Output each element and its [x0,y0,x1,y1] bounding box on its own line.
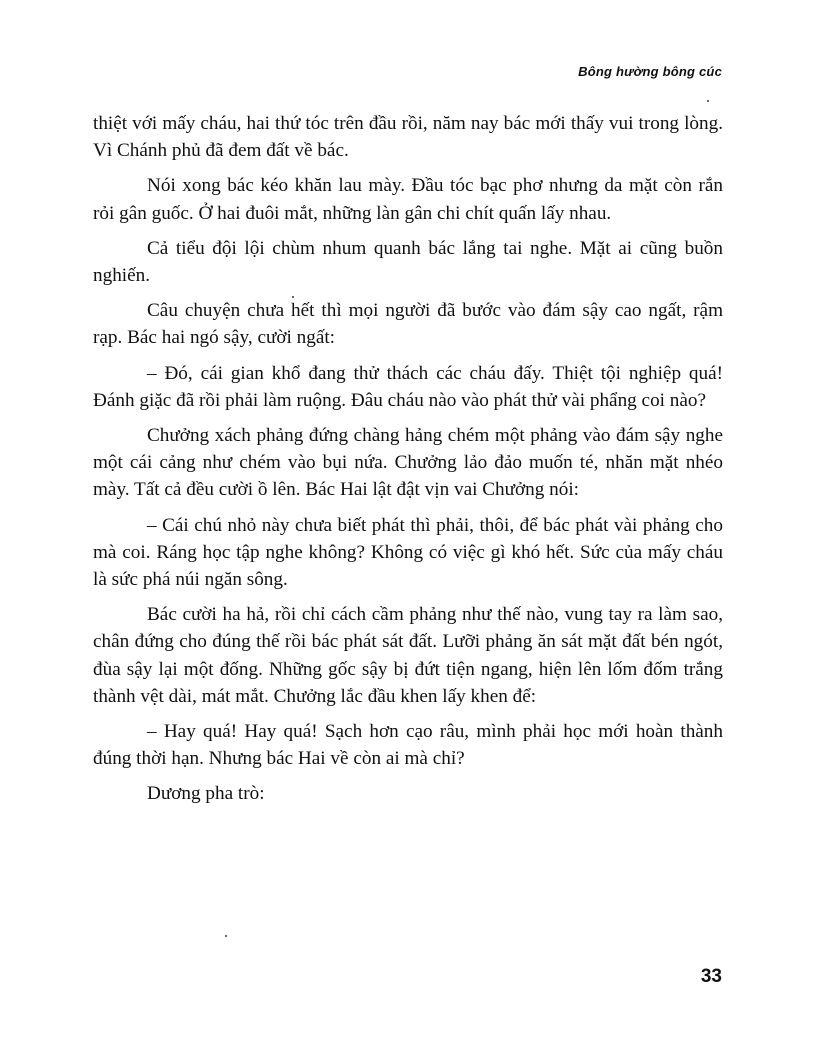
scan-speck [292,296,294,298]
paragraph: – Hay quá! Hay quá! Sạch hơn cạo râu, mình phải học mới hoàn thành đúng thời hạn. Nhưng bác Hai về còn ai mà chỉ? [93,721,723,770]
scan-speck [707,100,709,102]
paragraph: Cả tiểu đội lội chùm nhum quanh bác lắng tai nghe. Mặt ai cũng buồn nghiến. [93,237,723,287]
paragraph: Bác cười ha hả, rồi chỉ cách cầm phảng như thế nào, vung tay ra làm sao, chân đứng cho đúng thế rồi bác phát sát đất. Lưỡi phảng ăn sát mặt đất bén ngót, đùa sậy lại một đống. Những gốc sậy bị đứt tiện ngang, hiện lên lốm đốm trắng thành vệt dài, mát mắt. Chưởng lắc đầu khen lấy khen để: [93,604,723,707]
paragraph: Nói xong bác kéo khăn lau mày. Đầu tóc bạc phơ nhưng da mặt còn rắn rỏi gân guốc. Ở hai đuôi mắt, những làn gân chi chít quấn lấy nhau. [93,175,723,224]
paragraph: – Đó, cái gian khổ đang thử thách các cháu đấy. Thiệt tội nghiệp quá! Đánh giặc đã rồi phải làm ruộng. Đâu cháu nào vào phát thử vài phẩng coi nào? [93,362,723,411]
page-body [93,110,723,816]
scan-speck [225,935,227,937]
paragraph: – Cái chú nhỏ này chưa biết phát thì phải, thôi, để bác phát vài phảng cho mà coi. Ráng học tập nghe không? Không có việc gì khó hết. Sức của mấy cháu là sức phá núi ngăn sông. [93,514,723,591]
running-header: Bông hường bông cúc [578,64,722,79]
paragraph: Dương pha trò: [147,783,265,805]
page-number: 33 [700,966,722,987]
paragraph: Chưởng xách phảng đứng chàng hảng chém một phảng vào đám sậy nghe một cái cảng như chém vào bụi nứa. Chưởng lảo đảo muốn té, nhăn mặt nhéo mày. Tất cả đều cười ồ lên. Bác Hai lật đật vịn vai Chưởng nói: [93,425,723,501]
paragraph: Câu chuyện chưa hết thì mọi người đã bước vào đám sậy cao ngất, rậm rạp. Bác hai ngó sậy, cười ngất: [93,300,723,349]
paragraph: thiệt với mấy cháu, hai thứ tóc trên đầu rồi, năm nay bác mới thấy vui trong lòng. Vì Chánh phủ đã đem đất về bác. [93,113,723,162]
